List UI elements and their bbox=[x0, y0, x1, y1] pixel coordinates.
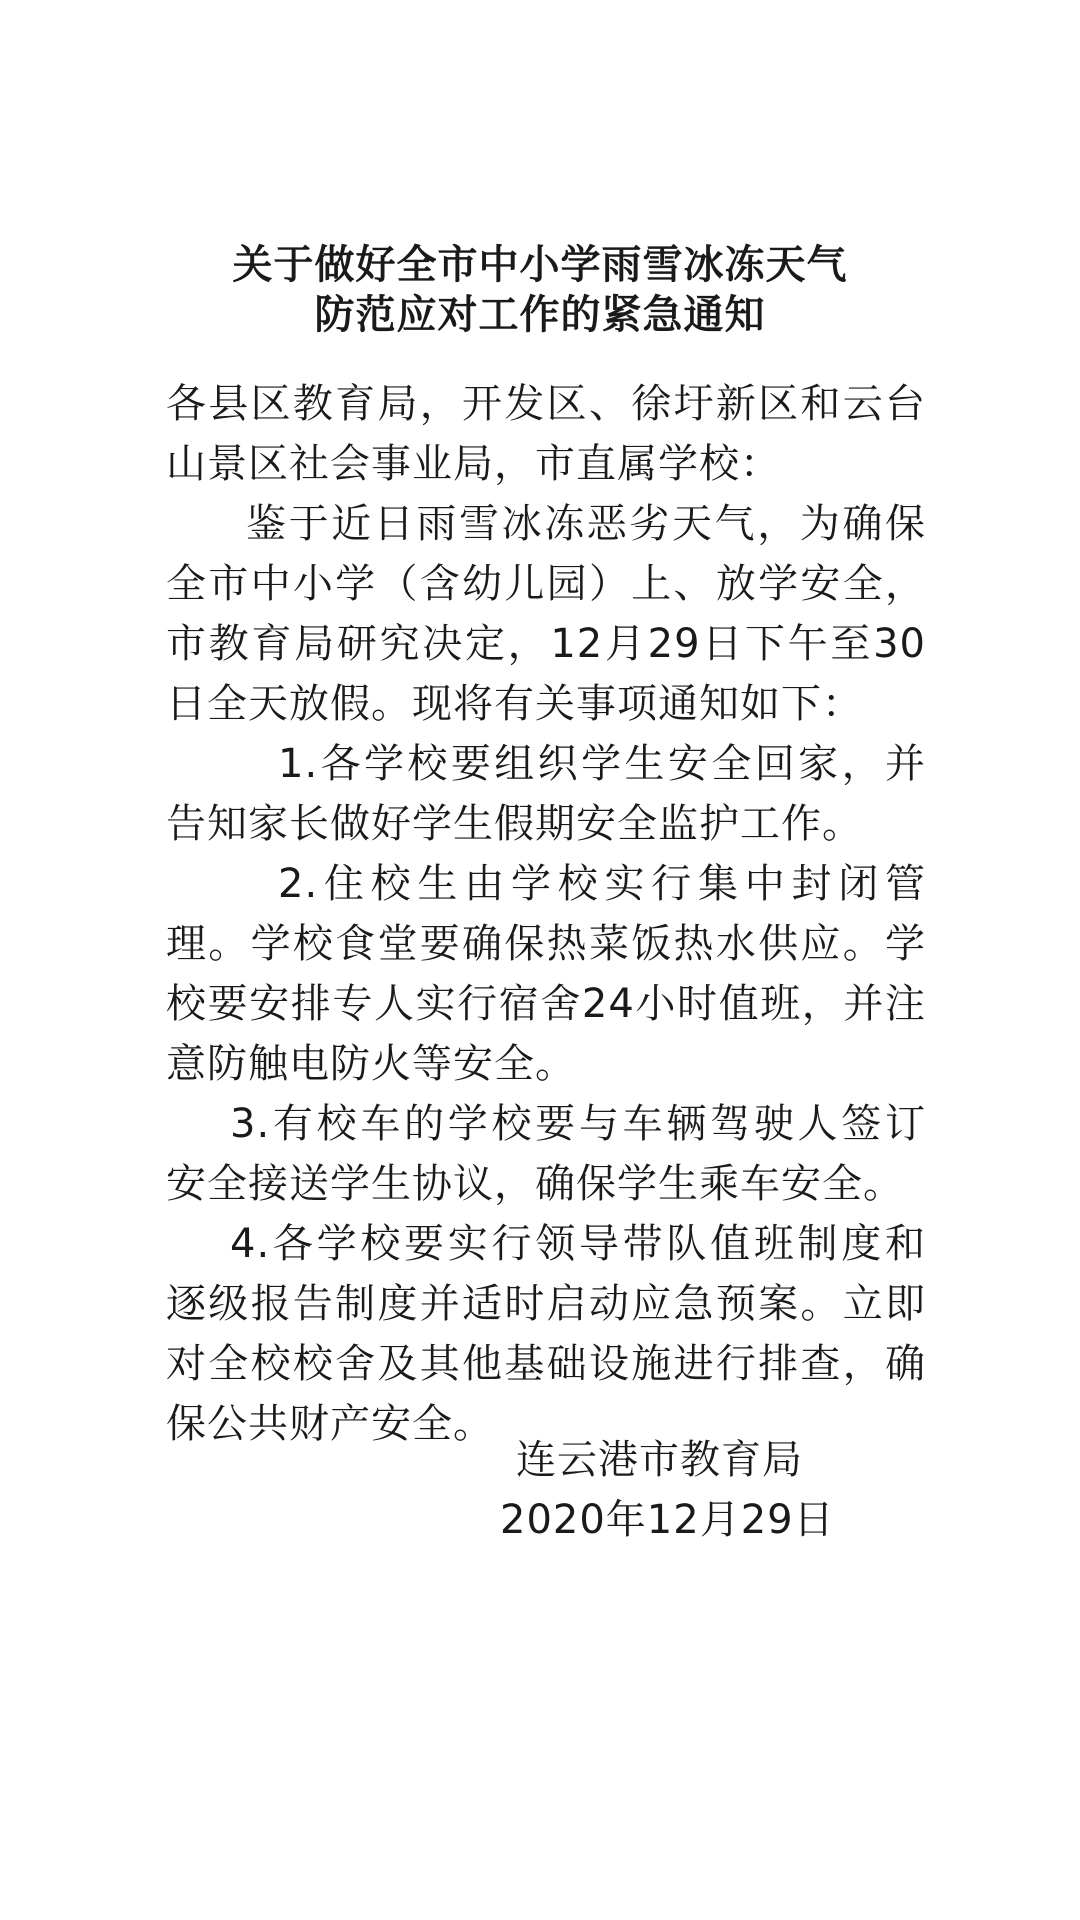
item-3: 3.有校车的学校要与车辆驾驶人签订安全接送学生协议，确保学生乘车安全。 bbox=[166, 1101, 926, 1207]
salutation: 各县区教育局，开发区、徐圩新区和云台山景区社会事业局，市直属学校： bbox=[166, 381, 926, 487]
signature-block bbox=[500, 1430, 835, 1550]
intro-paragraph: 鉴于近日雨雪冰冻恶劣天气，为确保全市中小学（含幼儿园）上、放学安全，市教育局研究决定，12月29日下午至30日全天放假。现将有关事项通知如下： bbox=[166, 501, 926, 727]
signature-org: 连云港市教育局 bbox=[516, 1437, 803, 1483]
item-2: 2.住校生由学校实行集中封闭管理。学校食堂要确保热菜饭热水供应。学校要安排专人实行宿舍24小时值班，并注意防触电防火等安全。 bbox=[166, 861, 926, 1087]
item-4: 4.各学校要实行领导带队值班制度和逐级报告制度并适时启动应急预案。立即对全校校舍及其他基础设施进行排查，确保公共财产安全。 bbox=[166, 1221, 926, 1447]
title-line-1: 关于做好全市中小学雨雪冰冻天气 bbox=[232, 242, 848, 288]
document-title bbox=[0, 240, 1080, 340]
title-line-2: 防范应对工作的紧急通知 bbox=[314, 292, 766, 338]
item-1: 1.各学校要组织学生安全回家，并告知家长做好学生假期安全监护工作。 bbox=[166, 741, 926, 847]
document-body bbox=[166, 374, 926, 1454]
signature-date: 2020年12月29日 bbox=[500, 1497, 835, 1543]
